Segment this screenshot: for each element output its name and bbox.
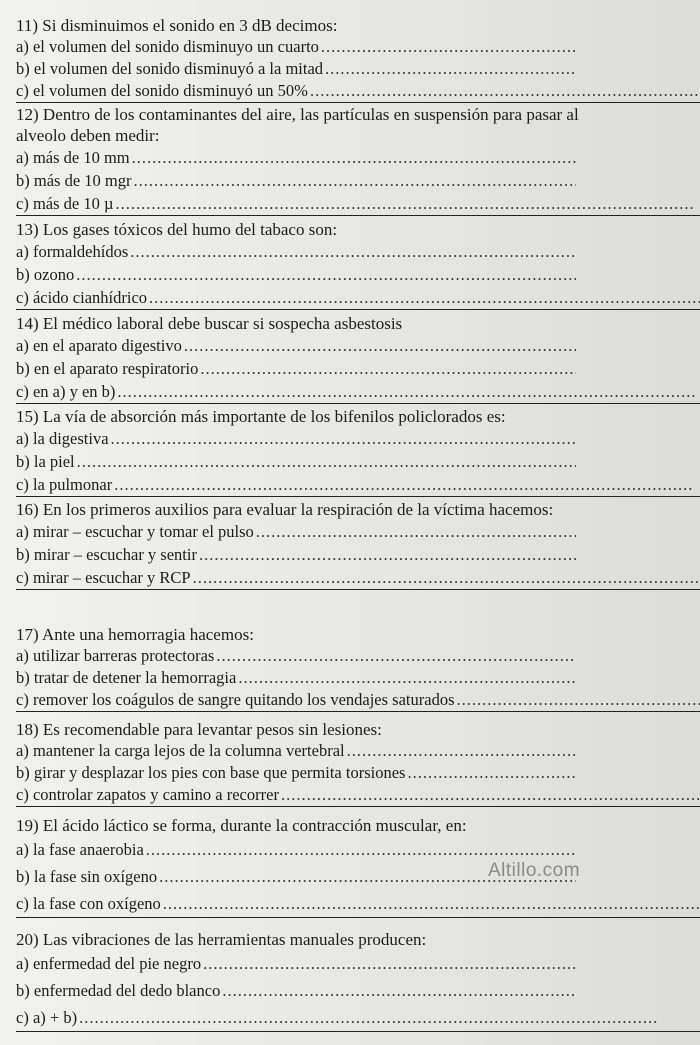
option-b: b) girar y desplazar los pies con base que permita torsiones .....: [16, 762, 576, 784]
leader-dots: [281, 784, 700, 806]
question-title: 14) El médico laboral debe buscar si sospecha asbestosis: [16, 314, 403, 333]
option-c: c) la pulmonar .....: [16, 473, 700, 497]
option-c: c) ácido cianhídrico .....: [16, 286, 700, 310]
option-a: a) enfermedad del pie negro .....: [16, 950, 576, 977]
leader-dots: [407, 762, 576, 784]
leader-dots: [130, 240, 576, 263]
option-a: a) mantener la carga lejos de la columna vertebral .....: [16, 740, 576, 762]
question-18: [16, 719, 700, 807]
leader-dots: [238, 667, 576, 689]
question-17: [16, 624, 700, 712]
leader-dots: [347, 740, 576, 762]
leader-dots: [132, 146, 576, 169]
leader-dots: [199, 543, 576, 566]
option-b: b) enfermedad del dedo blanco .....: [16, 977, 576, 1004]
question-12: [16, 104, 700, 216]
leader-dots: [321, 36, 576, 58]
leader-dots: [77, 450, 576, 473]
leader-dots: [203, 950, 576, 977]
leader-dots: [114, 473, 694, 496]
question-title: 19) El ácido láctico se forma, durante la contracción muscular, en:: [16, 816, 467, 835]
leader-dots: [193, 566, 700, 589]
option-a: a) la digestiva .....: [16, 427, 576, 450]
option-b: b) tratar de detener la hemorragia .....: [16, 667, 576, 689]
option-c: c) a) + b) .....: [16, 1004, 700, 1032]
option-a: a) formaldehídos .....: [16, 240, 576, 263]
question-title: 18) Es recomendable para levantar pesos sin lesiones:: [16, 720, 382, 739]
leader-dots: [222, 977, 576, 1004]
leader-dots: [117, 380, 697, 403]
leader-dots: [76, 263, 576, 286]
leader-dots: [149, 286, 700, 309]
option-a: a) utilizar barreras protectoras .....: [16, 645, 576, 667]
option-c: c) el volumen del sonido disminuyó un 50% .....: [16, 80, 700, 103]
question-13: [16, 219, 700, 310]
question-title: 12) Dentro de los contaminantes del aire, las partículas en suspensión para pasar al alveolo deben medir:: [16, 105, 579, 145]
question-19: [16, 815, 700, 918]
option-c: c) mirar – escuchar y RCP .....: [16, 566, 700, 590]
leader-dots: [310, 80, 700, 102]
leader-dots: [216, 645, 576, 667]
option-b: b) el volumen del sonido disminuyó a la mitad .....: [16, 58, 576, 80]
option-a: a) el volumen del sonido disminuyo un cuarto .....: [16, 36, 576, 58]
leader-dots: [79, 1004, 659, 1031]
option-b: b) más de 10 mgr .....: [16, 169, 576, 192]
option-a: a) la fase anaerobia .....: [16, 836, 576, 863]
question-title: 20) Las vibraciones de las herramientas manuales producen:: [16, 930, 427, 949]
leader-dots: [184, 334, 576, 357]
watermark: Altillo.com: [488, 860, 581, 881]
question-16: [16, 499, 700, 590]
question-20: [16, 929, 700, 1032]
leader-dots: [325, 58, 576, 80]
option-b: b) mirar – escuchar y sentir .....: [16, 543, 576, 566]
question-title: 11) Si disminuimos el sonido en 3 dB decimos:: [16, 16, 338, 35]
leader-dots: [111, 427, 576, 450]
option-b: b) la piel .....: [16, 450, 576, 473]
question-14: [16, 313, 700, 404]
leader-dots: [133, 169, 576, 192]
leader-dots: [146, 836, 576, 863]
option-b: b) la fase sin oxígeno .....: [16, 863, 576, 890]
option-c: c) más de 10 µ .....: [16, 192, 700, 216]
option-c: c) controlar zapatos y camino a recorrer .....: [16, 784, 700, 807]
question-11: [16, 15, 700, 103]
leader-dots: [256, 520, 576, 543]
leader-dots: [457, 689, 700, 711]
option-c: c) remover los coágulos de sangre quitando los vendajes saturados .....: [16, 689, 700, 712]
question-title: 17) Ante una hemorragia hacemos:: [16, 625, 254, 644]
option-b: b) ozono .....: [16, 263, 576, 286]
question-title: 16) En los primeros auxilios para evaluar la respiración de la víctima hacemos:: [16, 500, 554, 519]
option-b: b) en el aparato respiratorio .....: [16, 357, 576, 380]
option-c: c) la fase con oxígeno .....: [16, 890, 700, 918]
option-a: a) en el aparato digestivo .....: [16, 334, 576, 357]
question-title: 13) Los gases tóxicos del humo del tabaco son:: [16, 220, 338, 239]
question-15: [16, 406, 700, 497]
option-a: a) más de 10 mm .....: [16, 146, 576, 169]
leader-dots: [200, 357, 576, 380]
option-c: c) en a) y en b) .....: [16, 380, 700, 404]
question-title: 15) La vía de absorción más importante de los bifenilos policlorados es:: [16, 407, 506, 426]
leader-dots: [163, 890, 700, 917]
option-a: a) mirar – escuchar y tomar el pulso .....: [16, 520, 576, 543]
leader-dots: [115, 192, 695, 215]
